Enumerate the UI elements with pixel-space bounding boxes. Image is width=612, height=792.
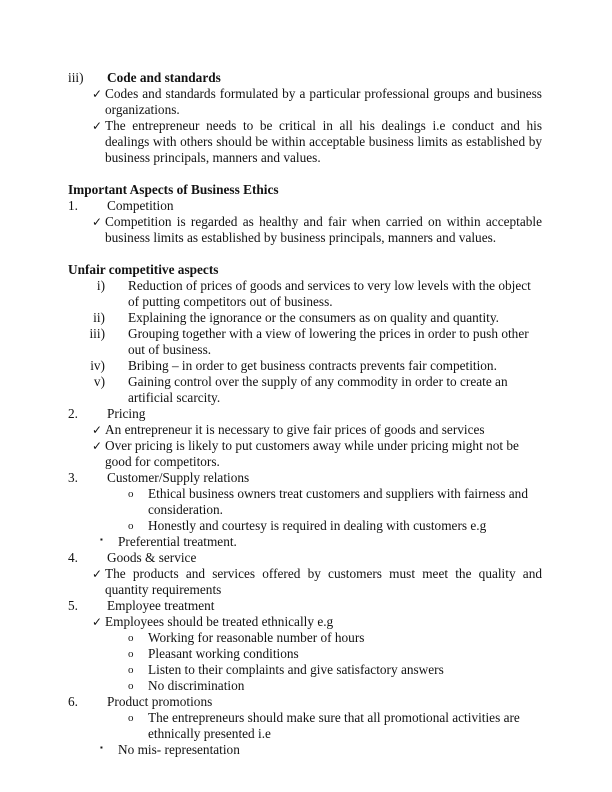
list-marker-number: 5. bbox=[68, 598, 78, 613]
list-marker-roman: iii) bbox=[68, 70, 84, 85]
checkmark-icon: ✓ bbox=[92, 423, 103, 437]
numbered-list-item bbox=[68, 598, 542, 614]
numbered-list-item bbox=[68, 198, 542, 214]
list-item bbox=[68, 742, 542, 758]
list-item bbox=[68, 214, 542, 246]
list-item bbox=[68, 646, 542, 662]
list-item bbox=[68, 678, 542, 694]
list-marker-roman: iii) bbox=[89, 326, 105, 341]
numbered-item-label: Goods & service bbox=[107, 550, 197, 565]
list-item-text: No discrimination bbox=[148, 678, 245, 693]
numbered-list-item bbox=[68, 470, 542, 486]
document-body bbox=[68, 70, 542, 758]
list-item-text: Preferential treatment. bbox=[118, 534, 237, 549]
numbered-list-item bbox=[68, 694, 542, 710]
circle-bullet-icon: o bbox=[128, 488, 134, 500]
list-marker-number: 3. bbox=[68, 470, 78, 485]
circle-bullet-icon: o bbox=[128, 712, 134, 724]
list-marker-number: 1. bbox=[68, 198, 78, 213]
paragraph-spacer bbox=[68, 166, 542, 182]
list-item-text: Listen to their complaints and give satisfactory answers bbox=[148, 662, 444, 677]
list-item bbox=[68, 486, 542, 518]
circle-bullet-icon: o bbox=[128, 664, 134, 676]
list-item bbox=[68, 438, 542, 470]
roman-item-text: Bribing – in order to get business contracts prevents fair competition. bbox=[128, 358, 497, 373]
list-item bbox=[68, 614, 542, 630]
circle-bullet-icon: o bbox=[128, 648, 134, 660]
list-item-text: Employees should be treated ethnically e.g bbox=[105, 614, 334, 629]
numbered-item-label: Employee treatment bbox=[107, 598, 215, 613]
list-item-text: Over pricing is likely to put customers away while under pricing might not be good for competitors. bbox=[105, 438, 519, 469]
list-item bbox=[68, 630, 542, 646]
list-item bbox=[68, 518, 542, 534]
checkmark-icon: ✓ bbox=[92, 567, 103, 581]
paragraph-spacer bbox=[68, 246, 542, 262]
roman-item-text: Gaining control over the supply of any commodity in order to create an artificial scarcity. bbox=[128, 374, 508, 405]
section-heading-unfair-competitive-aspects: Unfair competitive aspects bbox=[68, 262, 219, 277]
numbered-item-label: Customer/Supply relations bbox=[107, 470, 250, 485]
list-item-text: The entrepreneurs should make sure that all promotional activities are ethnically presented i.e bbox=[148, 710, 520, 741]
checkmark-icon: ✓ bbox=[92, 615, 103, 629]
circle-bullet-icon: o bbox=[128, 680, 134, 692]
list-marker-number: 4. bbox=[68, 550, 78, 565]
checkmark-icon: ✓ bbox=[92, 439, 103, 453]
list-marker-roman: ii) bbox=[93, 310, 105, 325]
list-marker-roman: i) bbox=[96, 278, 105, 293]
roman-item-text: Grouping together with a view of lowering the prices in order to push other out of business. bbox=[128, 326, 529, 357]
list-item-text: The products and services offered by customers must meet the quality and quantity requirements bbox=[105, 566, 542, 597]
square-bullet-icon: ▪ bbox=[100, 743, 103, 752]
roman-list-item bbox=[68, 374, 542, 406]
section-heading-code-and-standards bbox=[68, 70, 542, 86]
roman-item-text: Explaining the ignorance or the consumers as on quality and quantity. bbox=[128, 310, 499, 325]
list-item-text: Honestly and courtesy is required in dealing with customers e.g bbox=[148, 518, 487, 533]
section-heading-important-aspects: Important Aspects of Business Ethics bbox=[68, 182, 279, 197]
numbered-list-item bbox=[68, 550, 542, 566]
roman-list-item bbox=[68, 358, 542, 374]
list-marker-number: 2. bbox=[68, 406, 78, 421]
list-item bbox=[68, 422, 542, 438]
list-item-text: Codes and standards formulated by a particular professional groups and business organizations. bbox=[105, 86, 542, 117]
numbered-item-label: Pricing bbox=[107, 406, 146, 421]
list-item-text: Competition is regarded as healthy and fair when carried on within acceptable business limits as established by business principals, manners and values. bbox=[105, 214, 542, 245]
list-item-text: Ethical business owners treat customers and suppliers with fairness and consideration. bbox=[148, 486, 528, 517]
roman-list-item bbox=[68, 326, 542, 358]
list-item-text: An entrepreneur it is necessary to give fair prices of goods and services bbox=[105, 422, 485, 437]
circle-bullet-icon: o bbox=[128, 520, 134, 532]
square-bullet-icon: ▪ bbox=[100, 535, 103, 544]
checkmark-icon: ✓ bbox=[92, 87, 103, 101]
list-item-text: No mis- representation bbox=[118, 742, 240, 757]
numbered-item-label: Competition bbox=[107, 198, 174, 213]
list-item-text: Working for reasonable number of hours bbox=[148, 630, 365, 645]
list-item bbox=[68, 118, 542, 166]
roman-list-item bbox=[68, 310, 542, 326]
heading-text: Code and standards bbox=[107, 70, 221, 85]
circle-bullet-icon: o bbox=[128, 632, 134, 644]
list-marker-roman: iv) bbox=[90, 358, 105, 373]
list-item-text: The entrepreneur needs to be critical in all his dealings i.e conduct and his dealings with others should be within acceptable business limits as established by business principals, manners and values. bbox=[105, 118, 542, 165]
checkmark-icon: ✓ bbox=[92, 215, 103, 229]
list-item bbox=[68, 86, 542, 118]
list-item bbox=[68, 662, 542, 678]
numbered-item-label: Product promotions bbox=[107, 694, 213, 709]
list-marker-number: 6. bbox=[68, 694, 78, 709]
roman-list-item bbox=[68, 278, 542, 310]
list-marker-roman: v) bbox=[93, 374, 105, 389]
list-item bbox=[68, 566, 542, 598]
roman-item-text: Reduction of prices of goods and services to very low levels with the object of putting competitors out of business. bbox=[128, 278, 531, 309]
list-item-text: Pleasant working conditions bbox=[148, 646, 299, 661]
list-item bbox=[68, 534, 542, 550]
numbered-list-item bbox=[68, 406, 542, 422]
checkmark-icon: ✓ bbox=[92, 119, 103, 133]
list-item bbox=[68, 710, 542, 742]
